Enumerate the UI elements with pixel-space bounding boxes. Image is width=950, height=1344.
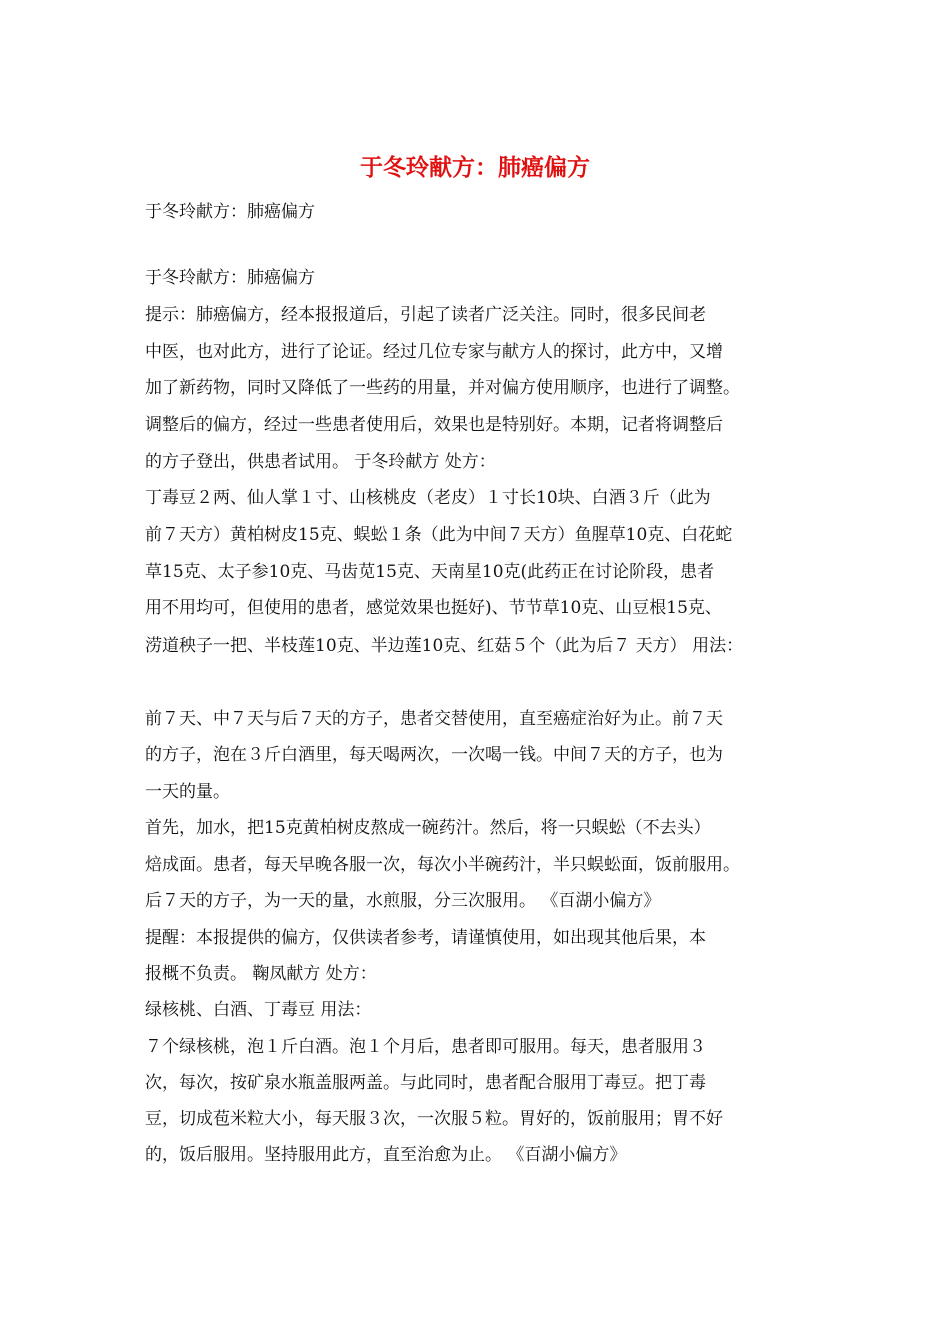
paragraph-line: 提醒：本报提供的偏方，仅供读者参考，请谨慎使用，如出现其他后果，本	[145, 928, 706, 948]
paragraph-line: 调整后的偏方，经过一些患者使用后，效果也是特别好。本期，记者将调整后	[145, 415, 723, 435]
paragraph-line: 一天的量。	[145, 782, 230, 802]
paragraph-line: 报概不负责。 鞠凤献方 处方：	[145, 964, 377, 984]
paragraph-line: 的方子登出，供患者试用。 于冬玲献方 处方：	[145, 452, 496, 472]
paragraph-line: 豆，切成苞米粒大小，每天服３次，一次服５粒。胃好的，饭前服用；胃不好	[145, 1109, 723, 1129]
paragraph-line: 前７天、中７天与后７天的方子，患者交替使用，直至癌症治好为止。前７天	[145, 709, 723, 729]
document-title: 于冬玲献方：肺癌偏方	[360, 154, 590, 181]
paragraph-line: 丁毒豆２两、仙人掌１寸、山核桃皮（老皮）１寸长10块、白酒３斤（此为	[145, 488, 711, 508]
paragraph-line: 于冬玲献方：肺癌偏方	[145, 268, 315, 288]
paragraph-line: 焙成面。患者，每天早晚各服一次，每次小半碗药汁，半只蜈蚣面，饭前服用。	[145, 855, 740, 875]
paragraph-line: 草15克、太子参10克、马齿苋15克、天南星10克(此药正在讨论阶段，患者	[145, 562, 715, 582]
paragraph-line: 次，每次，按矿泉水瓶盖服两盖。与此同时，患者配合服用丁毒豆。把丁毒	[145, 1073, 706, 1093]
paragraph-line: 加了新药物，同时又降低了一些药的用量，并对偏方使用顺序，也进行了调整。	[145, 378, 740, 398]
document-subtitle: 于冬玲献方：肺癌偏方	[145, 202, 315, 222]
paragraph-line: ７个绿核桃，泡１斤白酒。泡１个月后，患者即可服用。每天，患者服用３	[145, 1037, 706, 1057]
paragraph-line: 后７天的方子，为一天的量，水煎服，分三次服用。 《百湖小偏方》	[145, 891, 661, 911]
paragraph-line: 前７天方）黄柏树皮15克、蜈蚣１条（此为中间７天方）鱼腥草10克、白花蛇	[145, 525, 733, 545]
paragraph-line: 用不用均可，但使用的患者，感觉效果也挺好)、节节草10克、山豆根15克、	[145, 598, 722, 618]
paragraph-line: 绿核桃、白酒、丁毒豆 用法：	[145, 1000, 372, 1020]
paragraph-line: 的，饭后服用。坚持服用此方，直至治愈为止。 《百湖小偏方》	[145, 1145, 627, 1165]
paragraph-line: 中医，也对此方，进行了论证。经过几位专家与献方人的探讨，此方中，又增	[145, 342, 723, 362]
paragraph-line: 提示：肺癌偏方，经本报报道后，引起了读者广泛关注。同时，很多民间老	[145, 305, 706, 325]
paragraph-line: 的方子，泡在３斤白酒里，每天喝两次，一次喝一钱。中间７天的方子，也为	[145, 745, 723, 765]
paragraph-line: 涝道秧子一把、半枝莲10克、半边莲10克、红菇５个（此为后７ 天方） 用法：	[145, 636, 744, 656]
paragraph-line: 首先，加水，把15克黄柏树皮熬成一碗药汁。然后，将一只蜈蚣（不去头）	[145, 818, 711, 838]
